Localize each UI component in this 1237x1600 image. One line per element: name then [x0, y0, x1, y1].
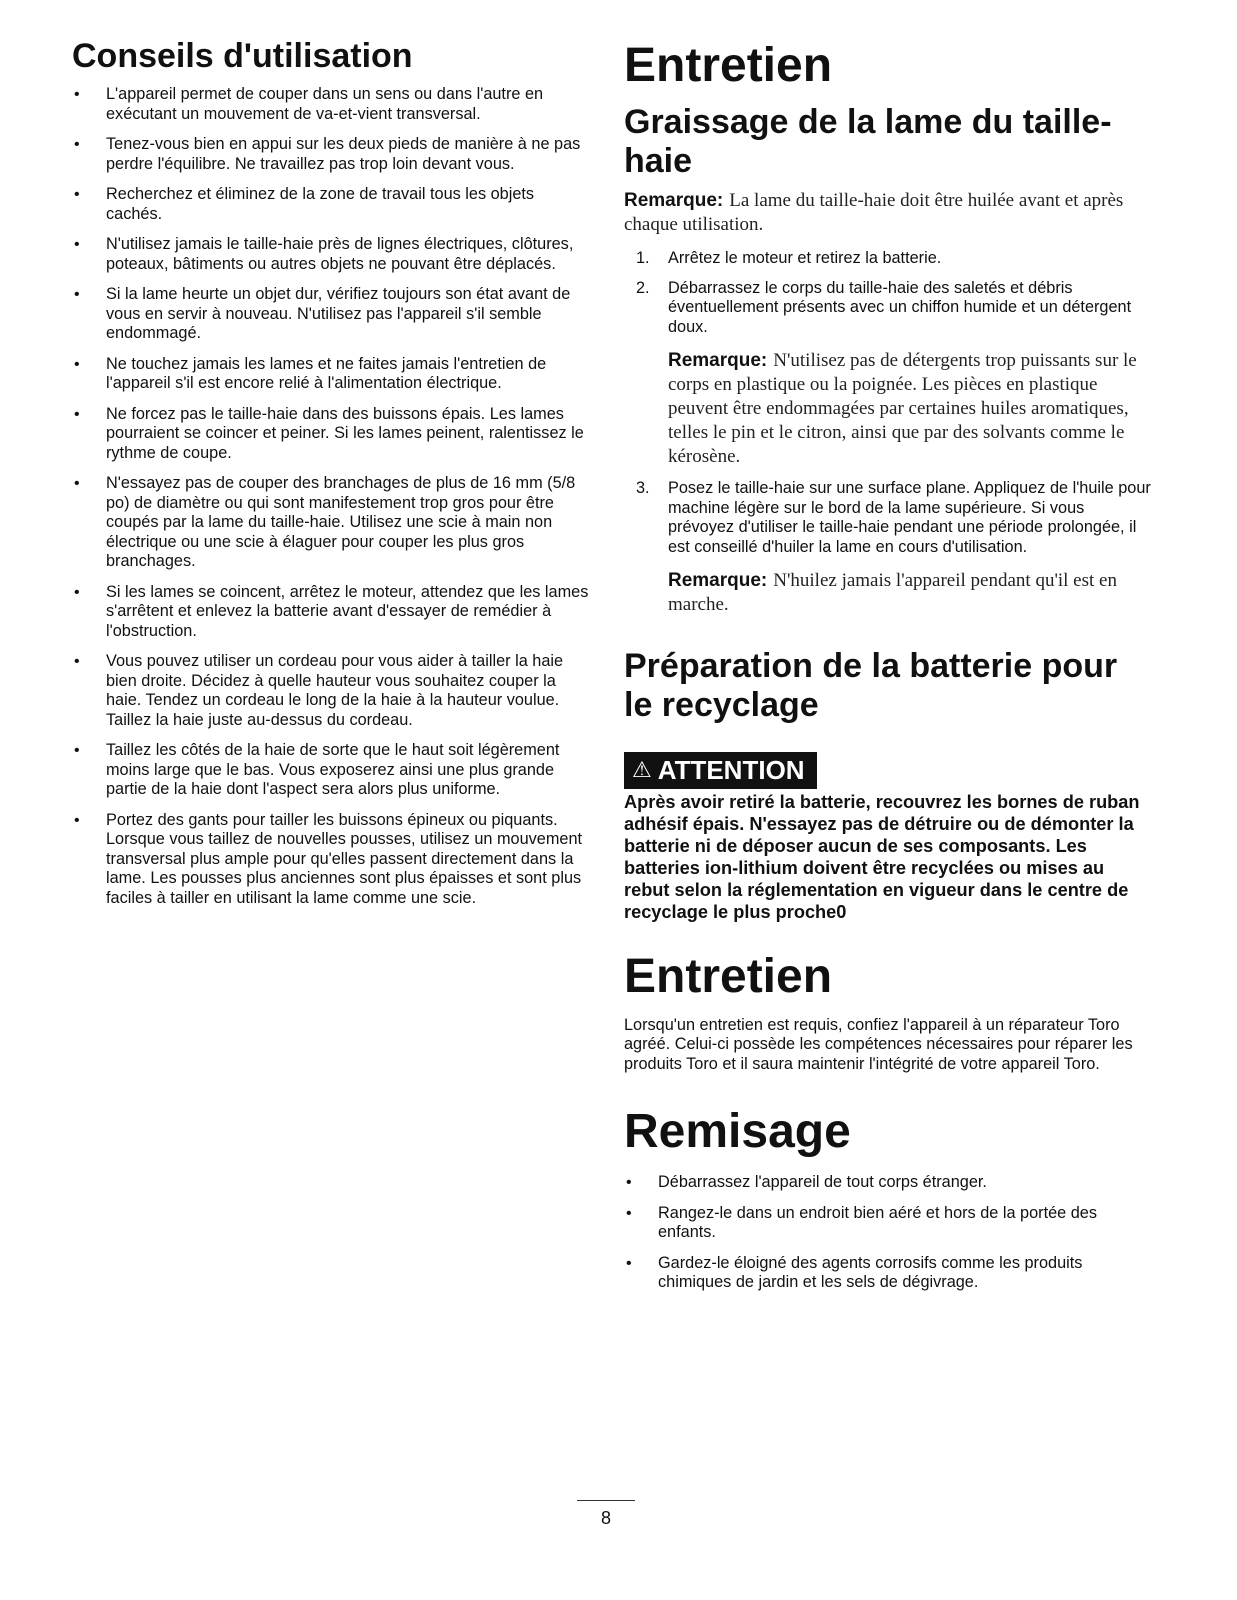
step-text: Débarrassez le corps du taille-haie des saletés et débris éventuellement présents avec un chiffon humide et un détergent doux.	[668, 278, 1132, 336]
entretien2-title: Entretien	[624, 949, 833, 1003]
step-number: 2.	[636, 278, 650, 297]
right-column	[624, 38, 1154, 1304]
list-item: • Recherchez et éliminez de la zone de travail tous les objets cachés.	[72, 185, 594, 224]
entretien-title: Entretien	[624, 39, 833, 92]
graissage-title: Graissage de la lame du taille-haie	[624, 103, 1112, 181]
list-item: • Débarrassez l'appareil de tout corps étranger.	[624, 1173, 1154, 1193]
note-label: Remarque:	[668, 570, 768, 592]
attention-badge	[624, 752, 817, 789]
page-number: 8	[600, 1508, 611, 1528]
step-item	[624, 249, 1154, 269]
warning-text: Après avoir retiré la batterie, recouvrez les bornes de ruban adhésif épais. N'essayez pas de détruire ou de démonter la batterie ni de déposer aucun de ses composants. Les batteries ion-lithium doivent être recyclées ou mises au rebut selon la réglementation en vigueur dans le centre de recyclage le plus proche0	[624, 791, 1140, 922]
note-text: N'utilisez pas de détergents trop puissants sur le corps en plastique ou la poignée. Les pièces en plastique peuvent être endommagées par certaines huiles aromatiques, telles le pin et le citron, ainsi que par des solvants comme le kérosène.	[668, 350, 1137, 468]
step-item	[624, 279, 1154, 470]
list-item: • Ne forcez pas le taille-haie dans des buissons épais. Les lames pourraient se coincer et peiner. Si les lames peinent, ralentissez le rythme de coupe.	[72, 405, 594, 464]
list-item: • Taillez les côtés de la haie de sorte que le haut soit légèrement moins large que le bas. Vous exposerez ainsi une plus grande partie de la haie dont l'aspect sera alors plus uniforme.	[72, 741, 594, 800]
remisage-list	[624, 1173, 1154, 1293]
note-label: Remarque:	[624, 190, 724, 212]
list-item: • Gardez-le éloigné des agents corrosifs comme les produits chimiques de jardin et les sels de dégivrage.	[624, 1254, 1154, 1293]
list-item: • Portez des gants pour tailler les buissons épineux ou piquants. Lorsque vous taillez de nouvelles pousses, utilisez un mouvement transversal plus ample pour qu'elles passent directement dans la lame. Les pousses plus anciennes sont plus épaisses et sont plus faciles à tailler en utilisant la lame comme une scie.	[72, 811, 594, 909]
note-text: La lame du taille-haie doit être huilée avant et après chaque utilisation.	[624, 190, 1124, 236]
list-item: • Ne touchez jamais les lames et ne faites jamais l'entretien de l'appareil s'il est encore relié à l'alimentation électrique.	[72, 355, 594, 394]
step-text: Arrêtez le moteur et retirez la batterie.	[668, 249, 942, 268]
graissage-steps	[624, 249, 1154, 617]
step-text: Posez le taille-haie sur une surface plane. Appliquez de l'huile pour machine légère sur le bord de la lame supérieure. Si vous prévoyez d'utiliser le taille-haie pendant une période prolongée, il est conseillé d'huiler la lame en cours d'utilisation.	[668, 479, 1151, 556]
list-item: • Rangez-le dans un endroit bien aéré et hors de la portée des enfants.	[624, 1204, 1154, 1243]
graissage-note	[624, 189, 1154, 237]
list-item: • N'utilisez jamais le taille-haie près de lignes électriques, clôtures, poteaux, bâtiments ou autres objets ne pouvant être déplacés.	[72, 235, 594, 274]
entretien2-text: Lorsqu'un entretien est requis, confiez l'appareil à un réparateur Toro agréé. Celui-ci possède les compétences nécessaires pour réparer les produits Toro et il saura maintenir l'intégrité de votre appareil Toro.	[624, 1015, 1133, 1073]
list-item: • Vous pouvez utiliser un cordeau pour vous aider à tailler la haie bien droite. Décidez à quelle hauteur vous souhaitez couper la haie. Tendez un cordeau le long de la haie à la hauteur voulue. Taillez la haie juste au-dessus du cordeau.	[72, 652, 594, 730]
batterie-title: Préparation de la batterie pour le recyclage	[624, 647, 1118, 725]
list-item: • Tenez-vous bien en appui sur les deux pieds de manière à ne pas perdre l'équilibre. Ne travaillez pas trop loin devant vous.	[72, 135, 594, 174]
warning-triangle-icon: ⚠	[632, 757, 652, 783]
note-label: Remarque:	[668, 350, 768, 372]
list-item: • L'appareil permet de couper dans un sens ou dans l'autre en exécutant un mouvement de va-et-vient transversal.	[72, 85, 594, 124]
conseils-title: Conseils d'utilisation	[72, 37, 413, 75]
list-item: • Si la lame heurte un objet dur, vérifiez toujours son état avant de vous en servir à nouveau. N'utilisez pas l'appareil s'il semble endommagé.	[72, 285, 594, 344]
step-note	[668, 349, 1154, 469]
step-note	[668, 569, 1154, 617]
footer-divider	[577, 1500, 635, 1501]
list-item: • Si les lames se coincent, arrêtez le moteur, attendez que les lames s'arrêtent et enlevez la batterie avant d'essayer de remédier à l'obstruction.	[72, 583, 594, 642]
list-item: • N'essayez pas de couper des branchages de plus de 16 mm (5/8 po) de diamètre ou qui sont manifestement trop gros pour être coupés par la lame du taille-haie. Utilisez une scie à main non électrique ou une scie à élaguer pour couper les plus gros branchages.	[72, 474, 594, 572]
step-number: 1.	[636, 249, 650, 268]
note-text: N'huilez jamais l'appareil pendant qu'il est en marche.	[668, 570, 1117, 616]
remisage-title: Remisage	[624, 1105, 851, 1159]
step-item	[624, 479, 1154, 617]
attention-label: ATTENTION	[657, 754, 805, 785]
left-column	[72, 38, 594, 919]
step-number: 3.	[636, 479, 650, 498]
conseils-list	[72, 85, 594, 908]
